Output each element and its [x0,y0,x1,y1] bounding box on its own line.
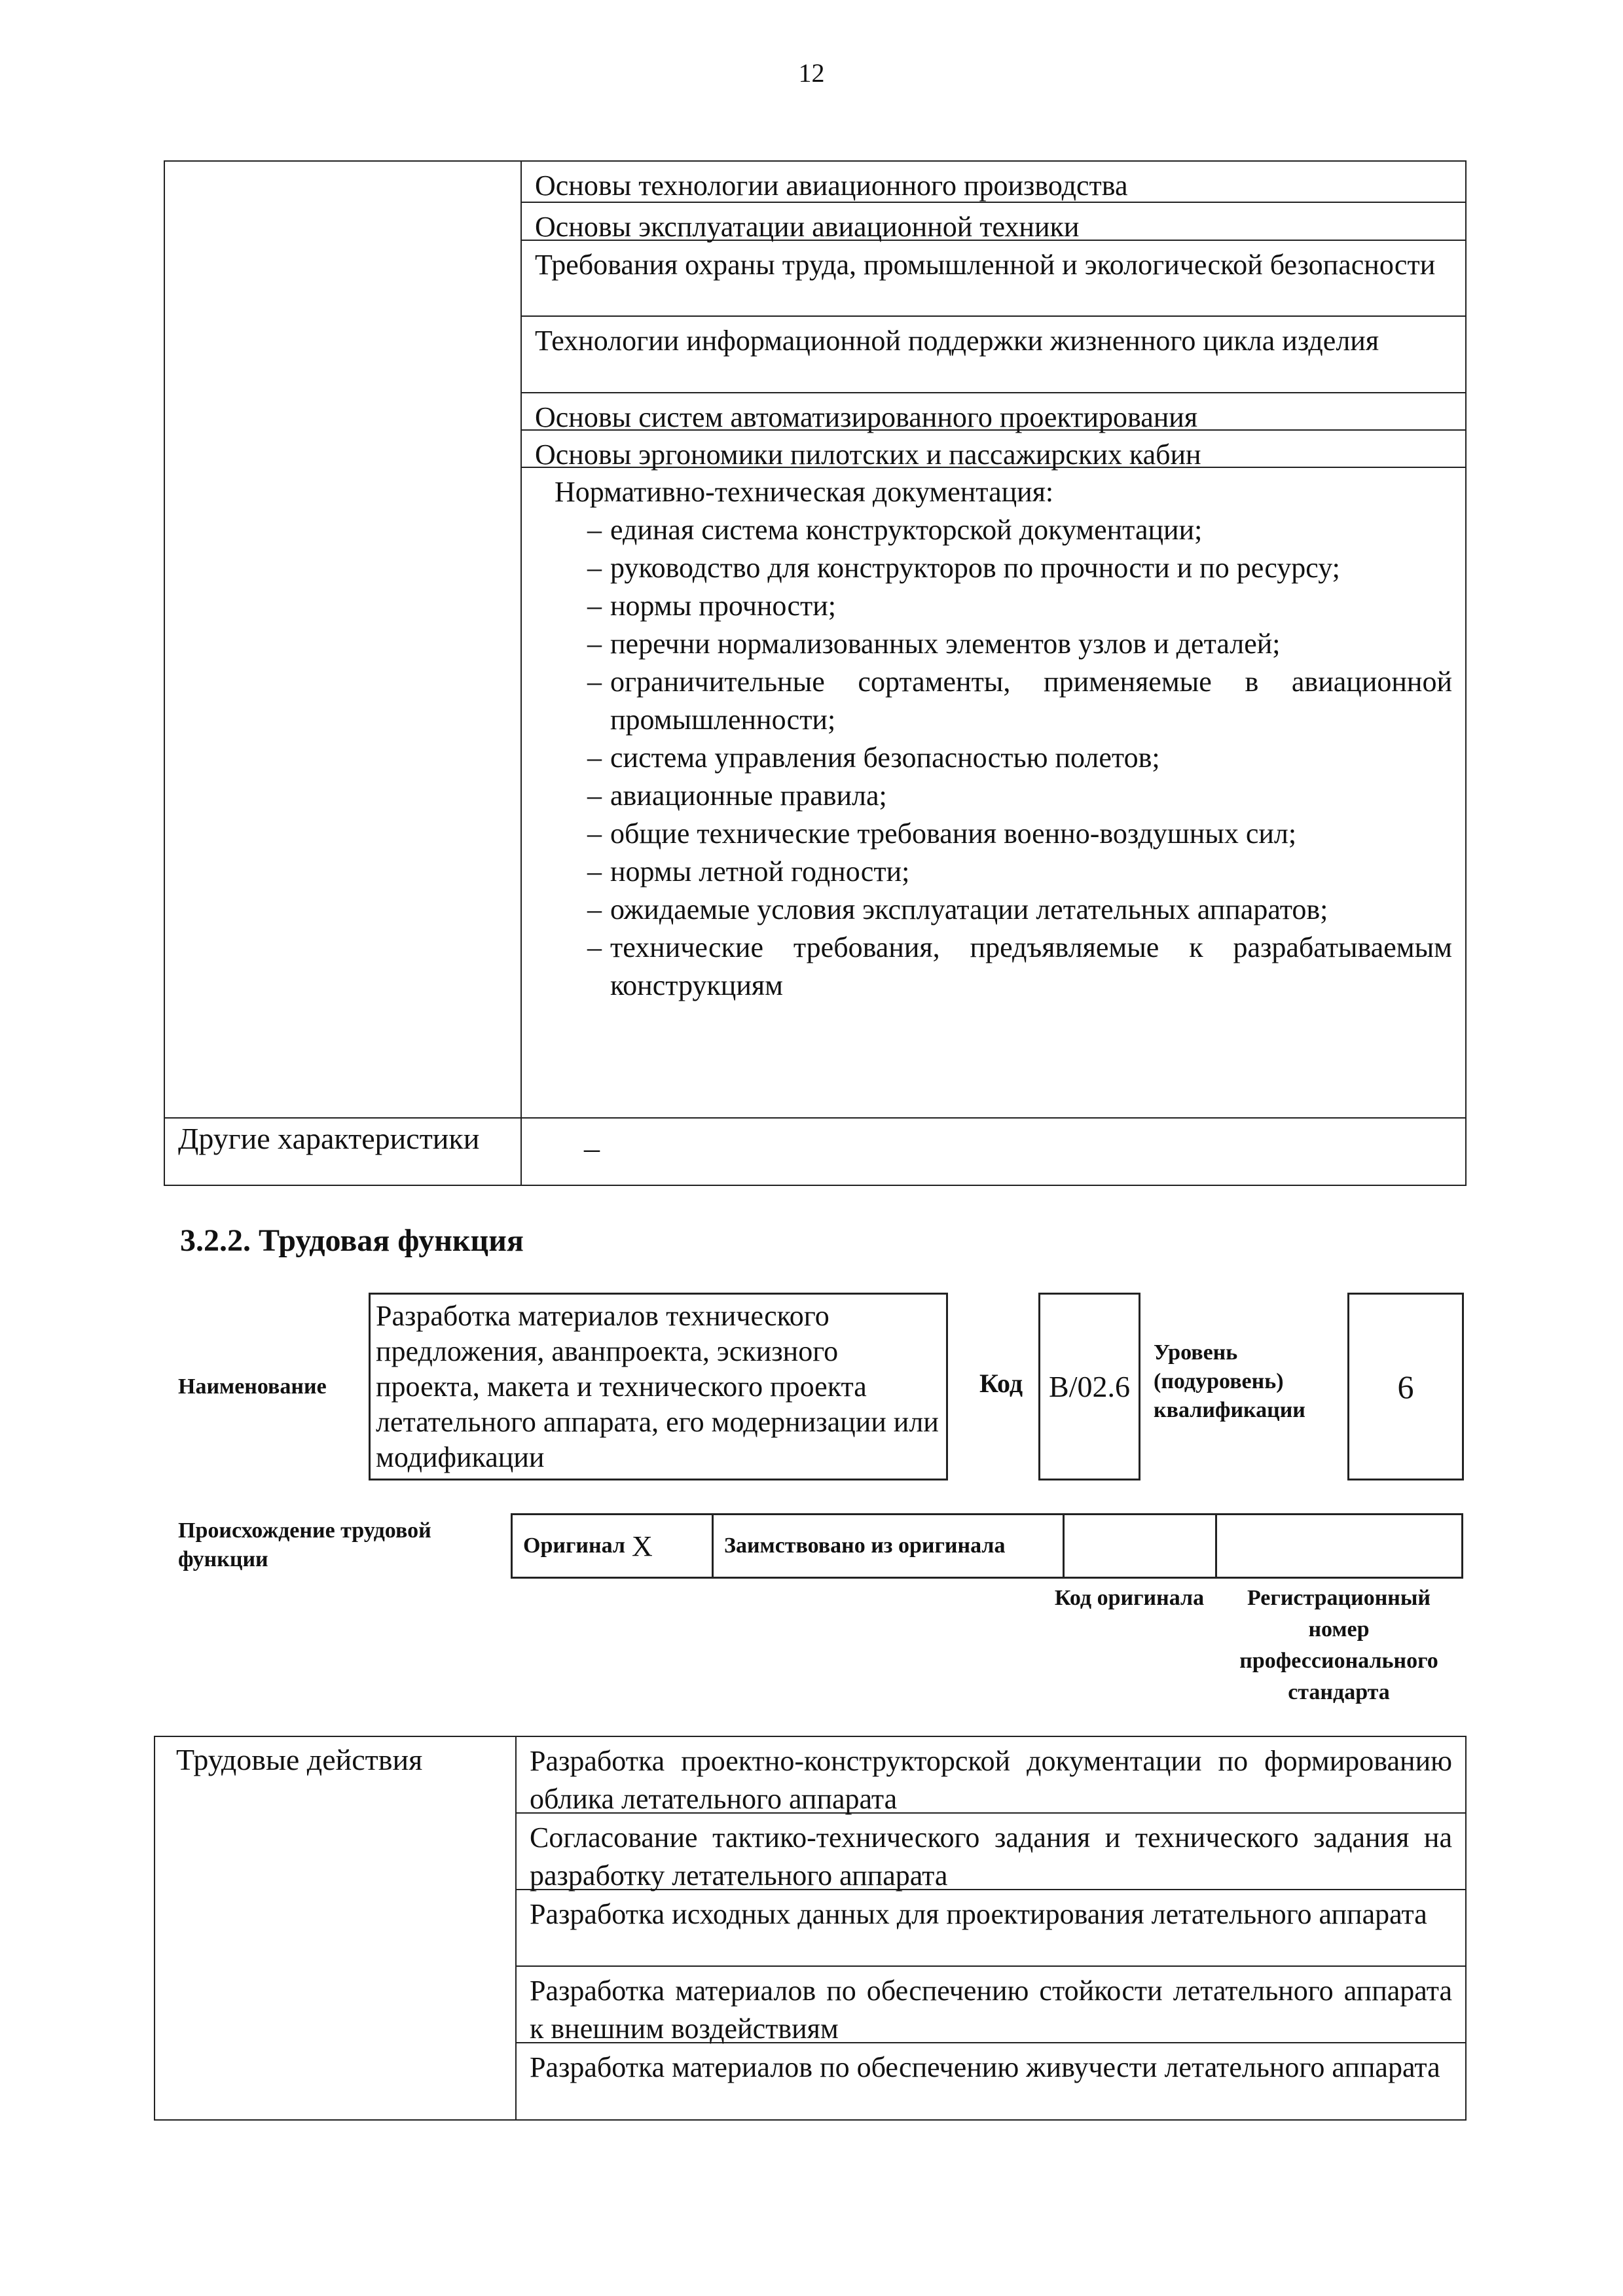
list-item: – авиационные правила; [535,777,1452,815]
list-item: – нормы прочности; [535,587,1452,625]
list-item: – единая система конструкторской документации; [535,511,1452,549]
origin-original-label: Оригинал [523,1534,625,1558]
list-item: – общие технические требования военно-воздушных сил; [535,815,1452,853]
labor-actions-table [154,1736,1467,2121]
other-characteristics-value: – [584,1131,600,1166]
origin-original-cell [513,1515,714,1577]
function-name-box: Разработка материалов технического предложения, аванпроекта, эскизного проекта, макета и технического проекта летательного аппарата, его модернизации или модификации [369,1293,948,1480]
code-label: Код [979,1369,1023,1398]
origin-registration-cell [1217,1515,1461,1577]
origin-table [511,1513,1463,1579]
knowledge-table-left-cell [165,162,522,1186]
origin-mark: X [631,1530,653,1562]
code-box: B/02.6 [1038,1293,1140,1480]
table-row: Согласование тактико-технического задания и технического задания на разработку летательного аппарата [517,1814,1465,1890]
origin-label: Происхождение трудовой функции [178,1518,431,1571]
section-title: 3.2.2. Трудовая функция [180,1223,524,1258]
origin-registration-caption: Регистрационный номер профессионального стандарта [1239,1586,1438,1704]
ntd-title: Нормативно-техническая документация: [555,476,1054,508]
table-row: Основы эргономики пилотских и пассажирских кабин [522,431,1465,468]
ntd-list [535,511,1452,1005]
table-row: Основы технологии авиационного производства [522,162,1465,203]
table-row: Разработка материалов по обеспечению живучести летательного аппарата [530,2051,1440,2083]
labor-actions-label: Трудовые действия [155,1737,517,2119]
list-item: – ожидаемые условия эксплуатации летательных аппаратов; [535,891,1452,929]
qualification-level-box: 6 [1347,1293,1464,1480]
column-divider [520,1119,522,1185]
list-item: – перечни нормализованных элементов узлов и деталей; [535,625,1452,663]
labor-actions-column [517,1737,1465,2119]
knowledge-table [164,160,1467,1186]
table-row: Разработка исходных данных для проектирования летательного аппарата [517,1890,1465,1967]
origin-borrowed-cell: Заимствовано из оригинала [714,1515,1065,1577]
list-item: – система управления безопасностью полетов; [535,739,1452,777]
origin-code-cell [1065,1515,1217,1577]
list-item: – нормы летной годности; [535,853,1452,891]
table-row: Требования охраны труда, промышленной и экологической безопасности [522,241,1465,317]
list-item: – технические требования, предъявляемые к разрабатываемым конструкциям [535,929,1452,1005]
table-row: Технологии информационной поддержки жизненного цикла изделия [522,317,1465,393]
table-row: Разработка проектно-конструкторской документации по формированию облика летательного аппарата [517,1737,1465,1814]
table-row: Основы систем автоматизированного проектирования [522,393,1465,431]
other-characteristics-row [165,1117,1465,1185]
origin-code-caption: Код оригинала [1054,1586,1205,1610]
name-label: Наименование [178,1374,327,1399]
other-characteristics-label: Другие характеристики [178,1122,480,1155]
qualification-level-label: Уровень (подуровень) квалификации [1154,1340,1305,1422]
page-number: 12 [798,58,825,88]
ntd-cell [522,468,1465,1117]
list-item: – руководство для конструкторов по прочности и по ресурсу; [535,549,1452,587]
table-row: Основы эксплуатации авиационной техники [522,203,1465,241]
table-row: Разработка материалов по обеспечению стойкости летательного аппарата к внешним воздействиям [517,1967,1465,2043]
list-item: – ограничительные сортаменты, применяемые в авиационной промышленности; [535,663,1452,739]
